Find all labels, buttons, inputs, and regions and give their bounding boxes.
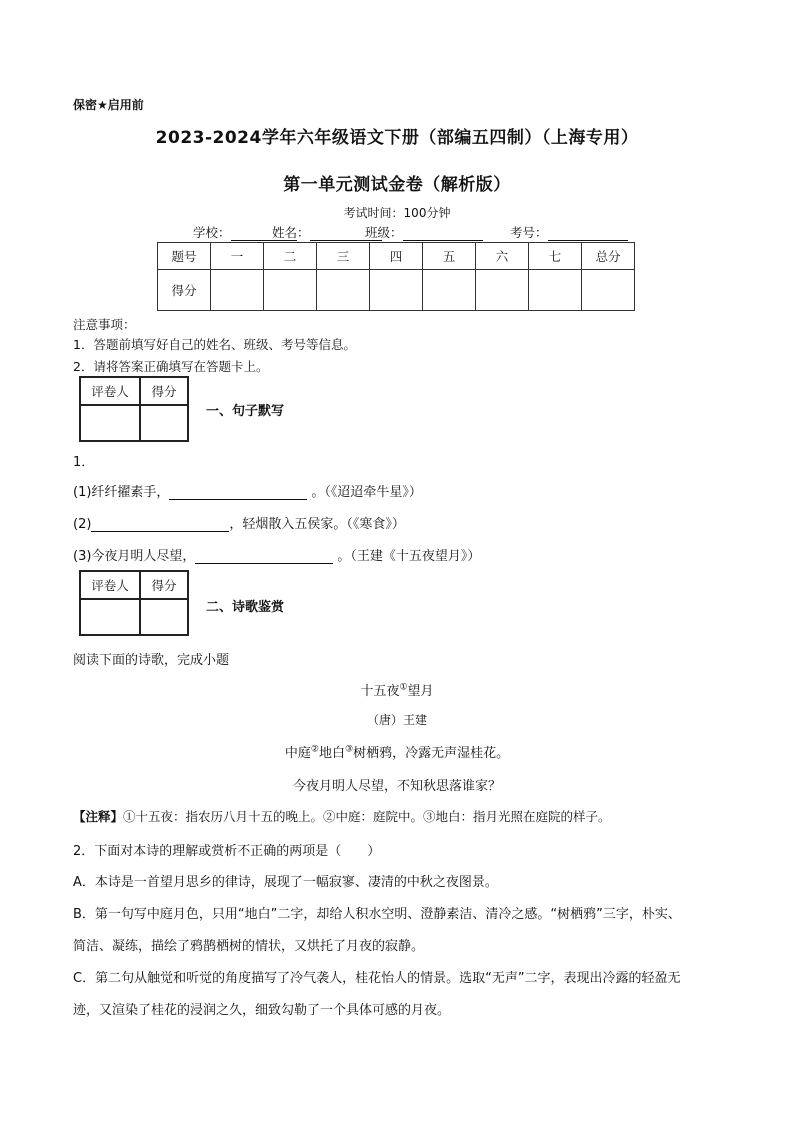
notes-title: 注意事项：: [73, 317, 136, 332]
fill-line-2-before: (2): [73, 517, 92, 532]
score-cell[interactable]: [423, 270, 476, 311]
exam-no-blank[interactable]: [548, 226, 628, 241]
grader-box-2: [79, 570, 189, 636]
poem-author: （唐）王建: [366, 713, 427, 727]
answer-blank-3[interactable]: [195, 549, 333, 564]
class-blank[interactable]: [403, 226, 483, 241]
score-col-5: 五: [423, 243, 476, 270]
option-b-line1: B．第一句写中庭月色，只用“地白”二字，却给人积水空明、澄静素洁、清冷之感。“树栖鸦”三字，朴实、: [73, 907, 681, 922]
score-table-score-row: [158, 270, 635, 311]
fill-line-1-after: 。（《迢迢牵牛星》）: [311, 485, 422, 500]
fill-line-2-after: ，轻烟散入五侯家。（《寒食》）: [229, 517, 405, 532]
score-row-label: 得分: [158, 270, 211, 311]
poem-annotation: [73, 807, 611, 825]
poem-title-b: 望月: [407, 684, 434, 699]
score-cell[interactable]: [317, 270, 370, 311]
poem-note-3: ③: [345, 744, 354, 755]
score-table-header-label: 题号: [158, 243, 211, 270]
score-col-total: 总分: [582, 243, 635, 270]
score-cell[interactable]: [476, 270, 529, 311]
score-col-4: 四: [370, 243, 423, 270]
poem-title-a: 十五夜: [360, 684, 400, 699]
option-c-line1: C．第二句从触觉和听觉的角度描写了冷气袭人，桂花怡人的情景。选取“无声”二字，表现出冷露的轻盈无: [73, 971, 681, 986]
poem-line-1: [0, 742, 794, 761]
poem-title-note: ①: [399, 682, 408, 693]
school-label: 学校：: [193, 225, 231, 240]
grader-box-1: [79, 376, 189, 442]
class-field[interactable]: [365, 223, 483, 241]
grader-reviewer-label: 评卷人: [80, 377, 140, 405]
answer-blank-1[interactable]: [169, 485, 307, 500]
grader-score-label: 得分: [140, 571, 188, 599]
option-c-line2: 迹，又渲染了桂花的浸润之久，细致勾勒了一个具体可感的月夜。: [73, 1003, 451, 1018]
exam-time: 考试时间：100分钟: [343, 206, 451, 220]
exam-title-line2: 第一单元测试金卷（解析版）: [283, 175, 511, 195]
answer-blank-2[interactable]: [91, 517, 229, 532]
score-cell[interactable]: [264, 270, 317, 311]
confidential-label: 保密★启用前: [73, 98, 144, 112]
fill-line-1-before: (1)纤纤擢素手，: [73, 485, 170, 500]
exam-title-line1: 2023-2024学年六年级语文下册（部编五四制）（上海专用）: [155, 128, 639, 148]
annotation-label: 【注释】: [73, 809, 124, 824]
grader-reviewer-cell[interactable]: [80, 599, 140, 635]
poem-line1-c: 树栖鸦，冷露无声湿桂花。: [353, 746, 510, 761]
grader-score-label: 得分: [140, 377, 188, 405]
poem-intro: 阅读下面的诗歌，完成小题: [73, 653, 230, 668]
poem-line1-a: 中庭: [284, 746, 311, 761]
fill-line-1: [73, 481, 422, 500]
score-col-2: 二: [264, 243, 317, 270]
section1-title: 一、句子默写: [206, 404, 285, 419]
fill-line-3: [73, 545, 480, 564]
score-cell[interactable]: [529, 270, 582, 311]
grader-score-cell[interactable]: [140, 405, 188, 441]
question-2: 2．下面对本诗的理解或赏析不正确的两项是（ ）: [73, 844, 381, 859]
notes-item-1: 1．答题前填写好自己的姓名、班级、考号等信息。: [73, 337, 356, 352]
class-label: 班级：: [365, 225, 403, 240]
exam-no-label: 考号：: [510, 225, 548, 240]
score-col-7: 七: [529, 243, 582, 270]
fill-line-3-after: 。（王建《十五夜望月》）: [337, 549, 481, 564]
poem-line-2: 今夜月明人尽望，不知秋思落谁家？: [292, 779, 501, 794]
score-cell[interactable]: [211, 270, 264, 311]
grader-reviewer-label: 评卷人: [80, 571, 140, 599]
fill-line-2: [73, 513, 405, 532]
option-a: A．本诗是一首望月思乡的律诗，展现了一幅寂寥、凄清的中秋之夜图景。: [73, 875, 498, 890]
section1-q-number: 1．: [73, 455, 95, 470]
name-label: 姓名：: [272, 225, 310, 240]
exam-no-field[interactable]: [510, 223, 628, 241]
score-cell[interactable]: [582, 270, 635, 311]
annotation-text: ①十五夜：指农历八月十五的晚上。②中庭：庭院中。③地白：指月光照在庭院的样子。: [123, 809, 611, 824]
score-cell[interactable]: [370, 270, 423, 311]
fill-line-3-before: (3)今夜月明人尽望，: [73, 549, 196, 564]
score-col-3: 三: [317, 243, 370, 270]
poem-title: [0, 680, 794, 699]
score-table: [157, 242, 635, 311]
score-table-header-row: [158, 243, 635, 270]
grader-score-cell[interactable]: [140, 599, 188, 635]
score-col-1: 一: [211, 243, 264, 270]
grader-reviewer-cell[interactable]: [80, 405, 140, 441]
poem-note-2: ②: [310, 744, 319, 755]
notes-item-2: 2．请将答案正确填写在答题卡上。: [73, 359, 269, 374]
option-b-line2: 简洁、凝练，描绘了鸦鹊栖树的情状，又烘托了月夜的寂静。: [73, 939, 425, 954]
section2-title: 二、诗歌鉴赏: [206, 600, 285, 615]
poem-line1-b: 地白: [318, 746, 345, 761]
score-col-6: 六: [476, 243, 529, 270]
